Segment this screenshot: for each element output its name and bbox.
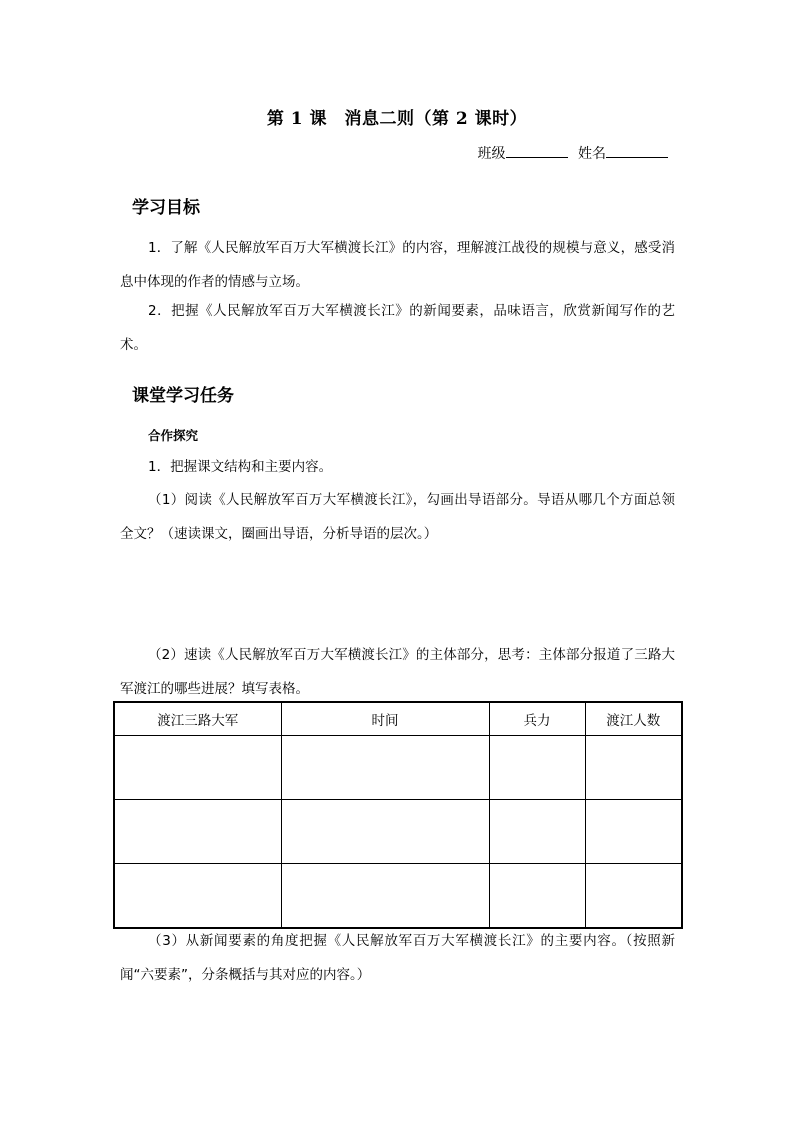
objective-item-1: 1．了解《人民解放军百万大军横渡长江》的内容，理解渡江战役的规模与意义，感受消息中体现的作者的情感与立场。 [120, 240, 675, 290]
name-blank[interactable] [606, 143, 668, 158]
table-row [114, 736, 682, 800]
table-cell[interactable] [114, 736, 281, 800]
question-3: （3）从新闻要素的角度把握《人民解放军百万大军横渡长江》的主要内容。（按照新闻“六要素”，分条概括与其对应的内容。） [120, 933, 675, 983]
progress-table [113, 701, 683, 929]
table-header-row [114, 702, 682, 736]
objective-item-2: 2．把握《人民解放军百万大军横渡长江》的新闻要素，品味语言，欣赏新闻写作的艺术。 [120, 303, 675, 353]
section-heading-tasks: 课堂学习任务 [126, 381, 240, 407]
page-title: 第 1 课 消息二则（第 2 课时） [266, 109, 528, 129]
table-cell[interactable] [281, 864, 489, 929]
table-cell[interactable] [114, 800, 281, 864]
table-cell[interactable] [585, 864, 682, 929]
section-heading-objectives: 学习目标 [126, 193, 206, 219]
table-cell[interactable] [489, 736, 585, 800]
class-blank[interactable] [506, 143, 568, 158]
col-header-armies: 渡江三路大军 [114, 702, 281, 736]
table-cell[interactable] [585, 736, 682, 800]
question-1: （1）阅读《人民解放军百万大军横渡长江》，勾画出导语部分。导语从哪几个方面总领全文？（速读课文，圈画出导语，分析导语的层次。） [120, 492, 675, 542]
col-header-troops: 兵力 [489, 702, 585, 736]
table-cell[interactable] [489, 864, 585, 929]
table-cell[interactable] [281, 736, 489, 800]
table-cell[interactable] [281, 800, 489, 864]
col-header-time: 时间 [281, 702, 489, 736]
col-header-crossing-count: 渡江人数 [585, 702, 682, 736]
table-row [114, 800, 682, 864]
table-cell[interactable] [114, 864, 281, 929]
class-label: 班级 [477, 146, 506, 162]
table-cell[interactable] [489, 800, 585, 864]
task-1: 1．把握课文结构和主要内容。 [148, 459, 333, 475]
table-cell[interactable] [585, 800, 682, 864]
name-label: 姓名 [578, 146, 606, 162]
subheading-cooperative-inquiry: 合作探究 [148, 428, 199, 443]
question-2: （2）速读《人民解放军百万大军横渡长江》的主体部分，思考：主体部分报道了三路大军渡江的哪些进展？填写表格。 [120, 647, 675, 697]
student-info-line [478, 143, 674, 163]
table-row [114, 864, 682, 929]
